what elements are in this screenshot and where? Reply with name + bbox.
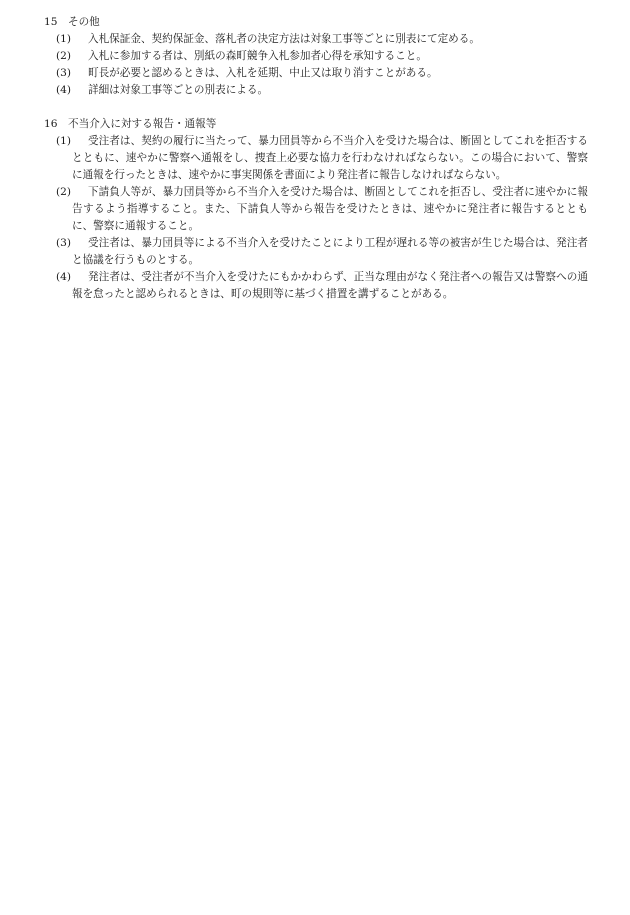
list-item (0, 235, 630, 269)
item-number: (2) (56, 50, 72, 62)
document-page (0, 14, 630, 303)
list-item (0, 133, 630, 184)
item-text: 受注者は、暴力団員等による不当介入を受けたことにより工程が遅れる等の被害が生じた場合は、発注者と協議を行うものとする。 (72, 237, 588, 266)
section-15-other (0, 14, 630, 99)
item-text: 入札保証金、契約保証金、落札者の決定方法は対象工事等ごとに別表にて定める。 (88, 33, 480, 45)
list-item (0, 31, 630, 48)
item-text: 発注者は、受注者が不当介入を受けたにもかかわらず、正当な理由がなく発注者への報告又は警察への通報を怠ったと認められるときは、町の規則等に基づく措置を講ずることがある。 (72, 271, 588, 300)
item-number: (1) (56, 135, 72, 147)
item-number: (4) (56, 271, 72, 283)
item-text: 受注者は、契約の履行に当たって、暴力団員等から不当介入を受けた場合は、断固としてこれを拒否するとともに、速やかに警察へ通報をし、捜査上必要な協力を行わなければならない。この場合において、警察に通報を行ったときは、速やかに事実関係を書面により発注者に報告しなければならない。 (72, 135, 588, 181)
section-number: 15 (44, 16, 58, 28)
item-number: (3) (56, 67, 72, 79)
section-title: 不当介入に対する報告・通報等 (68, 118, 217, 130)
list-item (0, 48, 630, 65)
item-number: (3) (56, 237, 72, 249)
item-text: 町長が必要と認めるときは、入札を延期、中止又は取り消すことがある。 (88, 67, 438, 79)
list-item (0, 184, 630, 235)
item-text: 入札に参加する者は、別紙の森町競争入札参加者心得を承知すること。 (88, 50, 427, 62)
section-16-improper-intervention (0, 116, 630, 303)
item-number: (4) (56, 84, 72, 96)
section-number: 16 (44, 118, 58, 130)
item-text: 下請負人等が、暴力団員等から不当介入を受けた場合は、断固としてこれを拒否し、受注者に速やかに報告するよう指導すること。また、下請負人等から報告を受けたときは、速やかに発注者に報告するとともに、警察に通報すること。 (72, 186, 588, 232)
item-number: (1) (56, 33, 72, 45)
item-number: (2) (56, 186, 72, 198)
section-heading (0, 14, 630, 31)
section-heading (0, 116, 630, 133)
list-item (0, 269, 630, 303)
list-item (0, 65, 630, 82)
section-title: その他 (68, 16, 100, 28)
list-item (0, 82, 630, 99)
item-text: 詳細は対象工事等ごとの別表による。 (88, 84, 269, 96)
